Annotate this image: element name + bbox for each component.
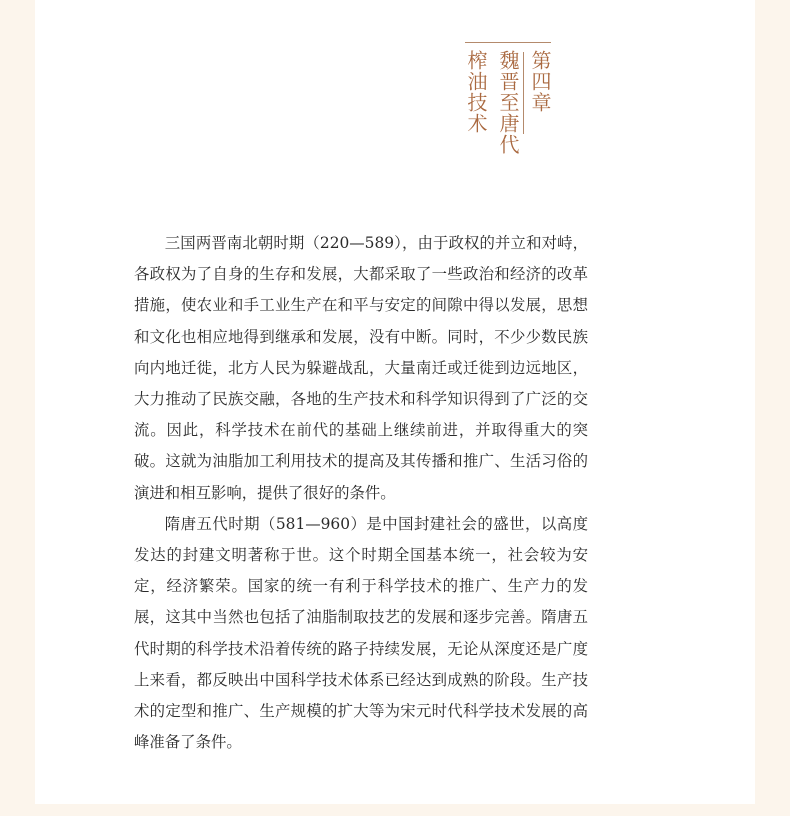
chapter-era-title: 魏晋至唐代	[496, 50, 520, 155]
paragraph-2: 隋唐五代时期（581—960）是中国封建社会的盛世，以高度发达的封建文明著称于世。这个时期全国基本统一，社会较为安定，经济繁荣。国家的统一有利于科学技术的推广、生产力的发展，这其中当然也包括了油脂制取技艺的发展和逐步完善。隋唐五代时期的科学技术沿着传统的路子持续发展，无论从深度还是广度上来看，都反映出中国科学技术体系已经达到成熟的阶段。生产技术的定型和推广、生产规模的扩大等为宋元时代科学技术发展的高峰准备了条件。	[134, 514, 588, 752]
book-page	[35, 0, 755, 804]
chapter-top-rule	[465, 42, 551, 43]
body-text	[134, 228, 588, 758]
chapter-heading	[465, 42, 551, 172]
chapter-number: 第四章	[528, 50, 552, 113]
chapter-divider-line	[523, 52, 524, 134]
paragraph-1: 三国两晋南北朝时期（220—589），由于政权的并立和对峙，各政权为了自身的生存和发展，大都采取了一些政治和经济的改革措施，使农业和手工业生产在和平与安定的间隙中得以发展，思想和文化也相应地得到继承和发展，没有中断。同时，不少少数民族向内地迁徙，北方人民为躲避战乱，大量南迁或迁徙到边远地区，大力推动了民族交融，各地的生产技术和科学知识得到了广泛的交流。因此，科学技术在前代的基础上继续前进，并取得重大的突破。这就为油脂加工利用技术的提高及其传播和推广、生活习俗的演进和相互影响，提供了很好的条件。	[134, 234, 588, 502]
chapter-topic-title: 榨油技术	[464, 50, 488, 134]
